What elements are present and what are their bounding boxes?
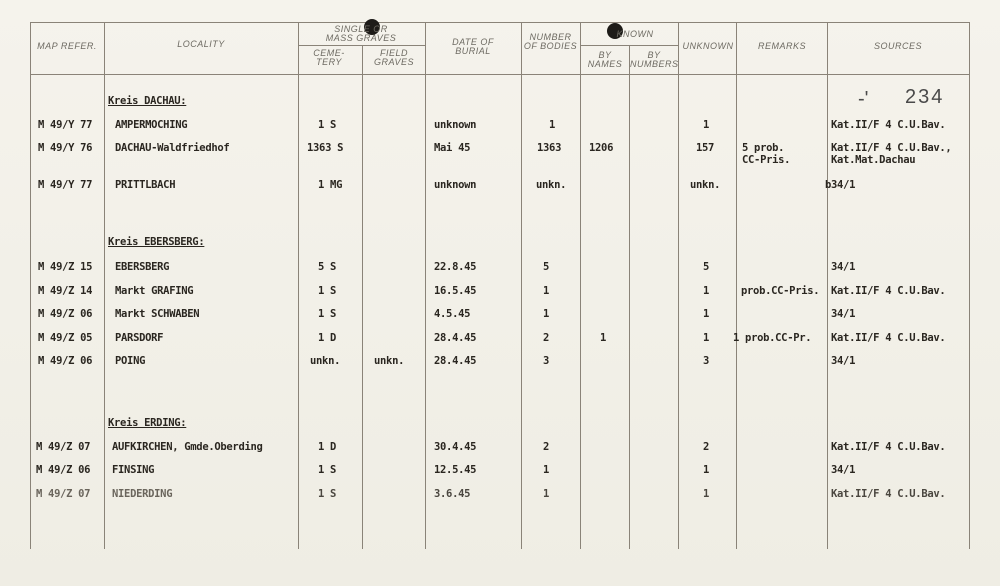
number-of-bodies: 1 — [543, 464, 550, 476]
remarks: prob.CC-Pris. — [741, 285, 820, 297]
unknown-count: 1 — [703, 119, 710, 131]
col-rule-11 — [969, 22, 970, 549]
header-single-mass-graves: SINGLE OR MASS GRAVES — [325, 24, 397, 43]
locality: PRITTLBACH — [115, 179, 176, 191]
group-title-ebersberg: Kreis EBERSBERG: — [108, 236, 205, 248]
cemetery: 1 S — [318, 308, 337, 320]
number-of-bodies: 1 — [543, 488, 550, 500]
locality: Markt GRAFING — [115, 285, 194, 297]
header-map-refer: MAP REFER. — [37, 41, 97, 51]
known-by-names: 1 — [600, 332, 607, 344]
map-ref: M 49/Z 07 — [36, 441, 91, 453]
header-bottom-rule — [30, 74, 970, 75]
sources: 34/1 — [831, 464, 856, 476]
locality: DACHAU-Waldfriedhof — [115, 142, 230, 154]
map-ref: M 49/Z 06 — [36, 464, 91, 476]
group-title-dachau: Kreis DACHAU: — [108, 95, 187, 107]
map-ref: M 49/Z 05 — [38, 332, 93, 344]
unknown-count: 157 — [696, 142, 715, 154]
sources: Kat.II/F 4 C.U.Bav. — [831, 285, 946, 297]
unknown-count: 1 — [703, 488, 710, 500]
col-rule-5 — [521, 22, 522, 549]
number-of-bodies: 2 — [543, 332, 550, 344]
cemetery: 1 D — [318, 441, 337, 453]
unknown-count: 1 — [703, 332, 710, 344]
col-rule-6 — [580, 22, 581, 549]
number-of-bodies: 5 — [543, 261, 550, 273]
date-of-burial: 22.8.45 — [434, 261, 477, 273]
unknown-count: 1 — [703, 464, 710, 476]
cemetery: 1 S — [318, 119, 337, 131]
header-by-names: BY NAMES — [587, 50, 623, 69]
unknown-count: 2 — [703, 441, 710, 453]
col-rule-1 — [104, 22, 105, 549]
map-ref: M 49/Y 76 — [38, 142, 93, 154]
header-number-of-bodies: NUMBER OF BODIES — [523, 32, 578, 51]
map-ref: M 49/Y 77 — [38, 119, 93, 131]
date-of-burial: 12.5.45 — [434, 464, 477, 476]
col-rule-8 — [678, 22, 679, 549]
number-of-bodies: 2 — [543, 441, 550, 453]
number-of-bodies: 1 — [543, 308, 550, 320]
map-ref: M 49/Y 77 — [38, 179, 93, 191]
locality: PARSDORF — [115, 332, 164, 344]
col-rule-0 — [30, 22, 31, 549]
cemetery: 1 MG — [318, 179, 343, 191]
cemetery: 1 D — [318, 332, 337, 344]
table-top-rule — [30, 22, 970, 23]
locality: POING — [115, 355, 146, 367]
locality: AUFKIRCHEN, Gmde.Oberding — [112, 441, 263, 453]
sources: Kat.II/F 4 C.U.Bav. — [831, 119, 946, 131]
col-rule-3 — [362, 45, 363, 549]
date-of-burial: Mai 45 — [434, 142, 471, 154]
header-locality: LOCALITY — [177, 39, 225, 49]
date-of-burial: 28.4.45 — [434, 355, 477, 367]
remarks: 1 prob.CC-Pr. — [733, 332, 812, 344]
cemetery: 5 S — [318, 261, 337, 273]
number-of-bodies: 3 — [543, 355, 550, 367]
field-graves: unkn. — [374, 355, 405, 367]
locality: NIEDERDING — [112, 488, 173, 500]
number-of-bodies: 1363 — [537, 142, 562, 154]
remarks: 5 prob. CC-Pris. — [742, 142, 791, 166]
date-of-burial: 3.6.45 — [434, 488, 471, 500]
map-ref: M 49/Z 06 — [38, 308, 93, 320]
map-ref: M 49/Z 15 — [38, 261, 93, 273]
col-rule-10 — [827, 22, 828, 549]
sources: 34/1 — [831, 355, 856, 367]
sources: b34/1 — [825, 179, 856, 191]
header-date-of-burial: DATE OF BURIAL — [452, 37, 494, 56]
locality: Markt SCHWABEN — [115, 308, 200, 320]
sources: 34/1 — [831, 308, 856, 320]
date-of-burial: unknown — [434, 179, 477, 191]
unknown-count: 3 — [703, 355, 710, 367]
card-number: 234 — [905, 86, 945, 108]
sources: Kat.II/F 4 C.U.Bav. — [831, 441, 946, 453]
map-ref: M 49/Z 06 — [38, 355, 93, 367]
sources: Kat.II/F 4 C.U.Bav. — [831, 488, 946, 500]
number-of-bodies: unkn. — [536, 179, 567, 191]
date-of-burial: unknown — [434, 119, 477, 131]
header-known: KNOWN — [616, 29, 654, 39]
cemetery: 1 S — [318, 488, 337, 500]
sources: 34/1 — [831, 261, 856, 273]
unknown-count: unkn. — [690, 179, 721, 191]
number-of-bodies: 1 — [549, 119, 556, 131]
header-field-graves: FIELD GRAVES — [373, 48, 414, 67]
map-ref: M 49/Z 14 — [38, 285, 93, 297]
header-cemetery: CEME-TERY — [313, 48, 345, 67]
date-of-burial: 4.5.45 — [434, 308, 471, 320]
col-rule-2 — [298, 22, 299, 549]
unknown-count: 1 — [703, 285, 710, 297]
locality: FINSING — [112, 464, 155, 476]
unknown-count: 5 — [703, 261, 710, 273]
header-sources: SOURCES — [873, 41, 922, 51]
group-title-erding: Kreis ERDING: — [108, 417, 187, 429]
map-ref: M 49/Z 07 — [36, 488, 91, 500]
sources: Kat.II/F 4 C.U.Bav. — [831, 332, 946, 344]
header-remarks: REMARKS — [757, 41, 806, 51]
col-rule-4 — [425, 22, 426, 549]
date-of-burial: 30.4.45 — [434, 441, 477, 453]
header-unknown: UNKNOWN — [682, 41, 734, 51]
cemetery: 1363 S — [307, 142, 344, 154]
col-rule-7 — [629, 45, 630, 549]
cemetery: 1 S — [318, 464, 337, 476]
locality: AMPERMOCHING — [115, 119, 188, 131]
sources: Kat.II/F 4 C.U.Bav., Kat.Mat.Dachau — [831, 142, 952, 166]
unknown-count: 1 — [703, 308, 710, 320]
header-by-numbers: BY NUMBERS — [630, 50, 679, 69]
card-mark: -' — [858, 88, 869, 110]
cemetery: 1 S — [318, 285, 337, 297]
locality: EBERSBERG — [115, 261, 170, 273]
number-of-bodies: 1 — [543, 285, 550, 297]
cemetery: unkn. — [310, 355, 341, 367]
known-by-names: 1206 — [589, 142, 614, 154]
date-of-burial: 16.5.45 — [434, 285, 477, 297]
date-of-burial: 28.4.45 — [434, 332, 477, 344]
col-rule-9 — [736, 22, 737, 549]
